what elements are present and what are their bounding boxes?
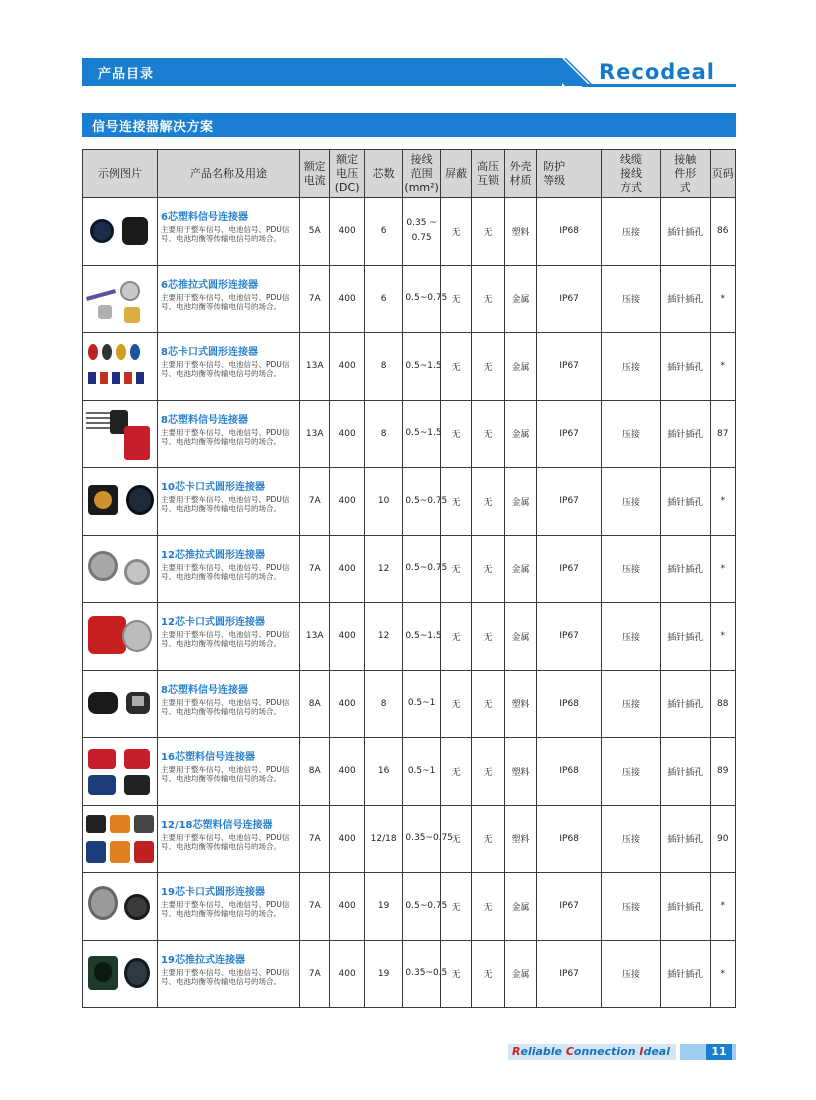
product-usage: 主要用于整车信号、电池信号、PDU信号、电池均衡等传输电信号的场合。 bbox=[161, 360, 290, 378]
rated-current: 8A bbox=[299, 670, 329, 738]
wire-range: 0.35~0.75 bbox=[403, 805, 441, 873]
product-name: 10芯卡口式圆形连接器 bbox=[161, 482, 265, 493]
core-count: 12 bbox=[364, 603, 403, 671]
ip-rating: IP67 bbox=[537, 400, 602, 468]
page-ref: * bbox=[710, 468, 735, 536]
product-name-cell bbox=[158, 873, 300, 941]
cable-termination: 压接 bbox=[602, 873, 661, 941]
product-usage: 主要用于整车信号、电池信号、PDU信号、电池均衡等传输电信号的场合。 bbox=[161, 495, 290, 513]
product-name-cell bbox=[158, 468, 300, 536]
core-count: 12/18 bbox=[364, 805, 403, 873]
rated-current: 5A bbox=[299, 198, 329, 266]
table-row bbox=[83, 603, 736, 671]
wire-range: 0.5~1.5 bbox=[403, 400, 441, 468]
shell-material: 塑料 bbox=[504, 670, 536, 738]
shell-material: 金属 bbox=[504, 333, 536, 401]
rated-voltage: 400 bbox=[330, 333, 364, 401]
contact-type: 插针插孔 bbox=[660, 400, 710, 468]
contact-type: 插针插孔 bbox=[660, 198, 710, 266]
connector-photo bbox=[84, 539, 156, 599]
hv-interlock: 无 bbox=[472, 535, 504, 603]
hv-interlock: 无 bbox=[472, 940, 504, 1008]
connector-spec-table bbox=[82, 149, 736, 1008]
product-name: 12芯推拉式圆形连接器 bbox=[161, 549, 265, 561]
shielding: 无 bbox=[440, 940, 471, 1008]
contact-type: 插针插孔 bbox=[660, 535, 710, 603]
page-ref: * bbox=[710, 603, 735, 671]
core-count: 8 bbox=[364, 333, 403, 401]
ip-rating: IP68 bbox=[537, 670, 602, 738]
rated-voltage: 400 bbox=[330, 873, 364, 941]
ip-rating: IP68 bbox=[537, 198, 602, 266]
product-name-cell bbox=[158, 265, 300, 333]
wire-range: 0.5~1.5 bbox=[403, 603, 441, 671]
rated-voltage: 400 bbox=[330, 265, 364, 333]
brand-logo: Recodeal bbox=[599, 60, 715, 84]
table-row bbox=[83, 333, 736, 401]
rated-current: 13A bbox=[299, 603, 329, 671]
product-image bbox=[83, 400, 158, 468]
rated-current: 7A bbox=[299, 873, 329, 941]
cable-termination: 压接 bbox=[602, 468, 661, 536]
shell-material: 金属 bbox=[504, 400, 536, 468]
shell-material: 塑料 bbox=[504, 738, 536, 806]
product-usage: 主要用于整车信号、电池信号、PDU信号、电池均衡等传输电信号的场合。 bbox=[161, 427, 290, 446]
connector-photo bbox=[84, 336, 156, 396]
shell-material: 金属 bbox=[504, 940, 536, 1008]
shell-material: 塑料 bbox=[504, 198, 536, 266]
page-ref: * bbox=[710, 873, 735, 941]
logo-underline bbox=[582, 84, 736, 87]
core-count: 10 bbox=[364, 468, 403, 536]
product-name: 16芯塑料信号连接器 bbox=[161, 752, 255, 763]
hv-interlock: 无 bbox=[472, 400, 504, 468]
contact-type: 插针插孔 bbox=[660, 265, 710, 333]
header-page: 页码 bbox=[710, 150, 735, 198]
table-row bbox=[83, 940, 736, 1008]
contact-type: 插针插孔 bbox=[660, 468, 710, 536]
header-ip: 防护 等级 bbox=[537, 150, 602, 198]
product-usage: 主要用于整车信号、电池信号、PDU信号、电池均衡等传输电信号的场合。 bbox=[161, 832, 290, 851]
header-shield: 屏蔽 bbox=[440, 150, 471, 198]
cable-termination: 压接 bbox=[602, 670, 661, 738]
ip-rating: IP68 bbox=[537, 805, 602, 873]
header-voltage: 额定 电压 (DC) bbox=[330, 150, 364, 198]
shell-material: 金属 bbox=[504, 603, 536, 671]
product-image bbox=[83, 940, 158, 1008]
core-count: 6 bbox=[364, 265, 403, 333]
connector-photo bbox=[84, 269, 156, 329]
hv-interlock: 无 bbox=[472, 198, 504, 266]
catalog-title: 产品目录 bbox=[98, 67, 155, 82]
product-image bbox=[83, 670, 158, 738]
shielding: 无 bbox=[440, 468, 471, 536]
cable-termination: 压接 bbox=[602, 265, 661, 333]
connector-photo bbox=[84, 471, 156, 531]
wire-range: 0.35~0.5 bbox=[403, 940, 441, 1008]
product-usage: 主要用于整车信号、电池信号、PDU信号、电池均衡等传输电信号的场合。 bbox=[161, 697, 290, 716]
shell-material: 金属 bbox=[504, 873, 536, 941]
hv-interlock: 无 bbox=[472, 873, 504, 941]
contact-type: 插针插孔 bbox=[660, 940, 710, 1008]
page-footer bbox=[508, 1044, 736, 1060]
shielding: 无 bbox=[440, 198, 471, 266]
page-ref: * bbox=[710, 333, 735, 401]
core-count: 12 bbox=[364, 535, 403, 603]
page-ref: 90 bbox=[710, 805, 735, 873]
hv-interlock: 无 bbox=[472, 265, 504, 333]
wire-range: 0.5~0.75 bbox=[403, 535, 441, 603]
product-name-cell bbox=[158, 805, 300, 873]
core-count: 8 bbox=[364, 400, 403, 468]
product-image bbox=[83, 738, 158, 806]
contact-type: 插针插孔 bbox=[660, 805, 710, 873]
product-name-cell bbox=[158, 738, 300, 806]
core-count: 8 bbox=[364, 670, 403, 738]
product-name-cell bbox=[158, 198, 300, 266]
connector-photo bbox=[84, 674, 156, 734]
ip-rating: IP67 bbox=[537, 603, 602, 671]
product-usage: 主要用于整车信号、电池信号、PDU信号、电池均衡等传输电信号的场合。 bbox=[161, 900, 290, 918]
wire-range: 0.5~0.75 bbox=[403, 265, 441, 333]
product-usage: 主要用于整车信号、电池信号、PDU信号、电池均衡等传输电信号的场合。 bbox=[161, 630, 290, 648]
product-image bbox=[83, 535, 158, 603]
contact-type: 插针插孔 bbox=[660, 670, 710, 738]
product-name: 19芯推拉式连接器 bbox=[161, 954, 245, 966]
shell-material: 金属 bbox=[504, 535, 536, 603]
wire-range: 0.5~1.5 bbox=[403, 333, 441, 401]
product-name: 8芯塑料信号连接器 bbox=[161, 414, 248, 426]
product-image bbox=[83, 265, 158, 333]
rated-current: 13A bbox=[299, 333, 329, 401]
rated-current: 7A bbox=[299, 468, 329, 536]
rated-current: 7A bbox=[299, 805, 329, 873]
cable-termination: 压接 bbox=[602, 535, 661, 603]
core-count: 16 bbox=[364, 738, 403, 806]
product-name: 12芯卡口式圆形连接器 bbox=[161, 617, 265, 628]
rated-voltage: 400 bbox=[330, 400, 364, 468]
shielding: 无 bbox=[440, 603, 471, 671]
product-name-cell bbox=[158, 333, 300, 401]
rated-current: 13A bbox=[299, 400, 329, 468]
contact-type: 插针插孔 bbox=[660, 873, 710, 941]
connector-photo bbox=[84, 606, 156, 666]
wire-range: 0.5~1 bbox=[403, 738, 441, 806]
product-name-cell bbox=[158, 535, 300, 603]
header-cores: 芯数 bbox=[364, 150, 403, 198]
product-image bbox=[83, 468, 158, 536]
product-name: 19芯卡口式圆形连接器 bbox=[161, 887, 265, 898]
ip-rating: IP67 bbox=[537, 535, 602, 603]
footer-tagline: Reliable Connection Ideal bbox=[508, 1044, 676, 1060]
hv-interlock: 无 bbox=[472, 805, 504, 873]
product-image bbox=[83, 198, 158, 266]
product-image bbox=[83, 873, 158, 941]
header-image: 示例图片 bbox=[83, 150, 158, 198]
header-contact: 接触 件形 式 bbox=[660, 150, 710, 198]
rated-current: 7A bbox=[299, 265, 329, 333]
table-row bbox=[83, 535, 736, 603]
shell-material: 金属 bbox=[504, 468, 536, 536]
connector-photo bbox=[84, 741, 156, 801]
cable-termination: 压接 bbox=[602, 333, 661, 401]
ip-rating: IP67 bbox=[537, 940, 602, 1008]
ip-rating: IP67 bbox=[537, 265, 602, 333]
core-count: 19 bbox=[364, 940, 403, 1008]
table-row bbox=[83, 738, 736, 806]
hv-interlock: 无 bbox=[472, 670, 504, 738]
product-image bbox=[83, 603, 158, 671]
page-ref: * bbox=[710, 940, 735, 1008]
page-ref: 89 bbox=[710, 738, 735, 806]
shell-material: 塑料 bbox=[504, 805, 536, 873]
page-ref: * bbox=[710, 265, 735, 333]
section-title: 信号连接器解决方案 bbox=[92, 120, 214, 135]
table-row bbox=[83, 400, 736, 468]
contact-type: 插针插孔 bbox=[660, 333, 710, 401]
header-cable: 线缆 接线 方式 bbox=[602, 150, 661, 198]
rated-voltage: 400 bbox=[330, 940, 364, 1008]
hv-interlock: 无 bbox=[472, 603, 504, 671]
product-name: 12/18芯塑料信号连接器 bbox=[161, 819, 273, 831]
table-row bbox=[83, 805, 736, 873]
shielding: 无 bbox=[440, 333, 471, 401]
table-row bbox=[83, 670, 736, 738]
rated-voltage: 400 bbox=[330, 198, 364, 266]
product-usage: 主要用于整车信号、电池信号、PDU信号、电池均衡等传输电信号的场合。 bbox=[161, 765, 290, 783]
rated-voltage: 400 bbox=[330, 738, 364, 806]
product-usage: 主要用于整车信号、电池信号、PDU信号、电池均衡等传输电信号的场合。 bbox=[161, 292, 290, 311]
header-shell: 外壳 材质 bbox=[504, 150, 536, 198]
product-usage: 主要用于整车信号、电池信号、PDU信号、电池均衡等传输电信号的场合。 bbox=[161, 562, 290, 581]
catalog-header bbox=[82, 58, 736, 86]
rated-voltage: 400 bbox=[330, 670, 364, 738]
contact-type: 插针插孔 bbox=[660, 603, 710, 671]
rated-voltage: 400 bbox=[330, 603, 364, 671]
wire-range: 0.5~0.75 bbox=[403, 873, 441, 941]
cable-termination: 压接 bbox=[602, 400, 661, 468]
hv-interlock: 无 bbox=[472, 333, 504, 401]
product-image bbox=[83, 333, 158, 401]
wire-range: 0.35 ~ 0.75 bbox=[403, 198, 441, 266]
page-ref: 88 bbox=[710, 670, 735, 738]
page-ref: * bbox=[710, 535, 735, 603]
contact-type: 插针插孔 bbox=[660, 738, 710, 806]
ip-rating: IP67 bbox=[537, 468, 602, 536]
table-row bbox=[83, 873, 736, 941]
shielding: 无 bbox=[440, 535, 471, 603]
product-name-cell bbox=[158, 670, 300, 738]
rated-voltage: 400 bbox=[330, 805, 364, 873]
rated-current: 7A bbox=[299, 535, 329, 603]
page-number: 11 bbox=[706, 1044, 732, 1060]
shielding: 无 bbox=[440, 265, 471, 333]
cable-termination: 压接 bbox=[602, 940, 661, 1008]
wire-range: 0.5~1 bbox=[403, 670, 441, 738]
product-usage: 主要用于整车信号、电池信号、PDU信号、电池均衡等传输电信号的场合。 bbox=[161, 967, 290, 986]
header-wire-range: 接线 范围 (mm²) bbox=[403, 150, 441, 198]
wire-range: 0.5~0.75 bbox=[403, 468, 441, 536]
ip-rating: IP68 bbox=[537, 738, 602, 806]
page-ref: 87 bbox=[710, 400, 735, 468]
ip-rating: IP67 bbox=[537, 333, 602, 401]
product-image bbox=[83, 805, 158, 873]
table-row bbox=[83, 468, 736, 536]
connector-photo bbox=[84, 876, 156, 936]
product-name-cell bbox=[158, 400, 300, 468]
product-name: 6芯塑料信号连接器 bbox=[161, 212, 248, 223]
shielding: 无 bbox=[440, 873, 471, 941]
rated-voltage: 400 bbox=[330, 535, 364, 603]
hv-interlock: 无 bbox=[472, 738, 504, 806]
core-count: 6 bbox=[364, 198, 403, 266]
cable-termination: 压接 bbox=[602, 805, 661, 873]
page-ref: 86 bbox=[710, 198, 735, 266]
rated-current: 8A bbox=[299, 738, 329, 806]
hv-interlock: 无 bbox=[472, 468, 504, 536]
product-name: 8芯卡口式圆形连接器 bbox=[161, 347, 258, 358]
product-name: 8芯塑料信号连接器 bbox=[161, 684, 248, 696]
cable-termination: 压接 bbox=[602, 603, 661, 671]
shielding: 无 bbox=[440, 738, 471, 806]
connector-photo bbox=[84, 201, 156, 261]
header-current: 额定 电流 bbox=[299, 150, 329, 198]
section-header bbox=[82, 113, 736, 137]
product-name-cell bbox=[158, 940, 300, 1008]
cable-termination: 压接 bbox=[602, 738, 661, 806]
ip-rating: IP67 bbox=[537, 873, 602, 941]
cable-termination: 压接 bbox=[602, 198, 661, 266]
rated-current: 7A bbox=[299, 940, 329, 1008]
product-name-cell bbox=[158, 603, 300, 671]
shell-material: 金属 bbox=[504, 265, 536, 333]
product-name: 6芯推拉式圆形连接器 bbox=[161, 279, 258, 291]
shielding: 无 bbox=[440, 400, 471, 468]
table-row bbox=[83, 198, 736, 266]
table-header-row bbox=[83, 150, 736, 198]
shielding: 无 bbox=[440, 805, 471, 873]
connector-photo bbox=[84, 944, 156, 1004]
core-count: 19 bbox=[364, 873, 403, 941]
header-name: 产品名称及用途 bbox=[158, 150, 300, 198]
connector-photo bbox=[84, 404, 156, 464]
connector-photo bbox=[84, 809, 156, 869]
product-usage: 主要用于整车信号、电池信号、PDU信号、电池均衡等传输电信号的场合。 bbox=[161, 225, 290, 243]
rated-voltage: 400 bbox=[330, 468, 364, 536]
table-row bbox=[83, 265, 736, 333]
shielding: 无 bbox=[440, 670, 471, 738]
header-hvil: 高压 互锁 bbox=[472, 150, 504, 198]
